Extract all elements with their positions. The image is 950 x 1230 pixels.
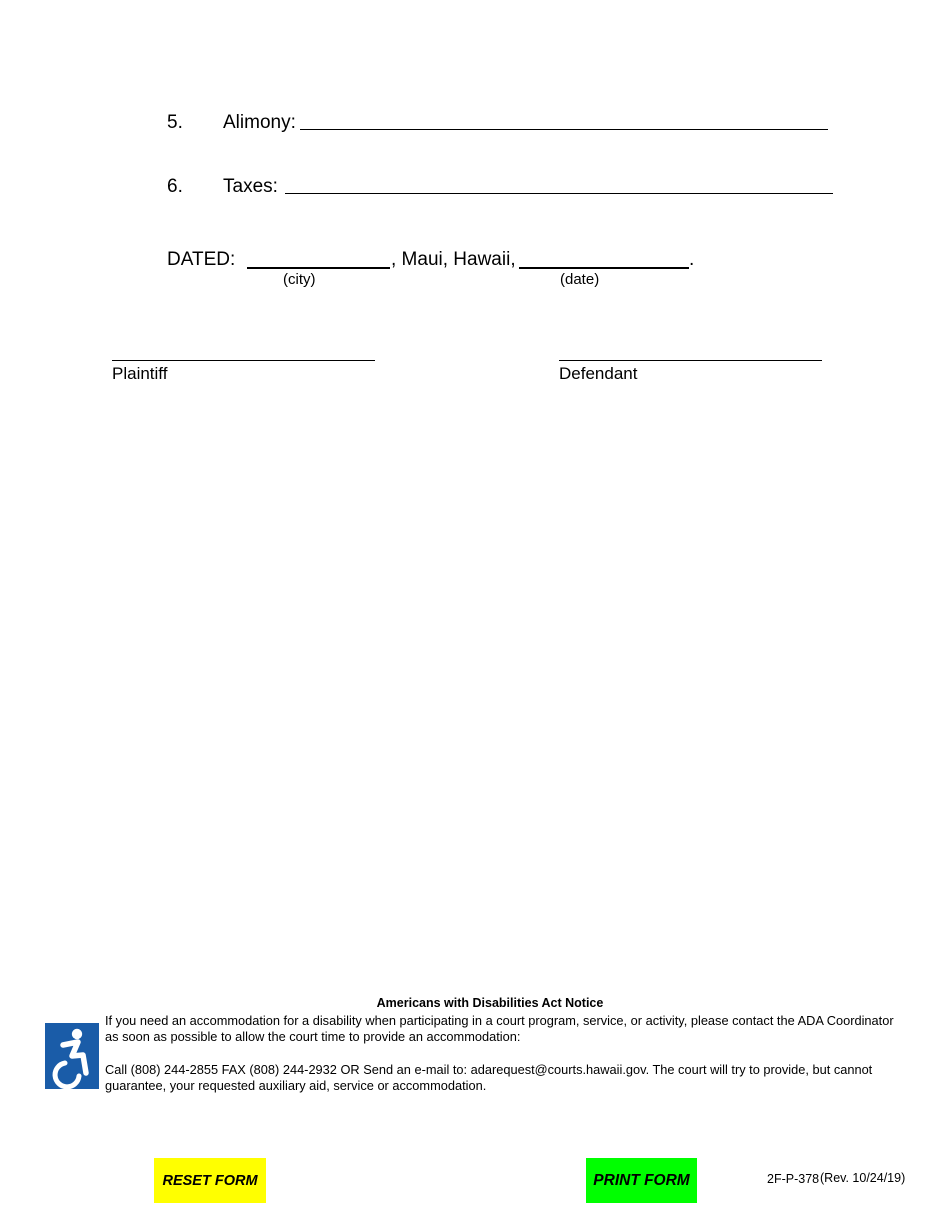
- ada-notice-line-3: Call (808) 244-2855 FAX (808) 244-2932 OR Send an e-mail to: adarequest@courts.hawaii.gov. The court will try to provide, but cannot: [105, 1062, 873, 1077]
- form-revision: (Rev. 10/24/19): [820, 1171, 906, 1185]
- alimony-field[interactable]: [300, 129, 828, 130]
- ada-notice-line-2: as soon as possible to allow the court time to provide an accommodation:: [105, 1029, 521, 1044]
- print-form-button[interactable]: PRINT FORM: [586, 1158, 697, 1203]
- reset-form-button[interactable]: RESET FORM: [154, 1158, 266, 1203]
- plaintiff-signature-line[interactable]: [112, 360, 375, 361]
- date-caption: (date): [560, 271, 600, 288]
- city-caption: (city): [283, 271, 316, 288]
- form-code: 2F-P-378: [767, 1172, 820, 1186]
- ada-notice-line-4: guarantee, your requested auxiliary aid, service or accommodation.: [105, 1078, 487, 1093]
- ada-notice-line-1: If you need an accommodation for a disability when participating in a court program, service, or activity, please contact the ADA Coordinator: [105, 1013, 894, 1028]
- dated-label: DATED:: [167, 249, 236, 270]
- taxes-field[interactable]: [285, 193, 833, 194]
- ada-notice-title: Americans with Disabilities Act Notice: [376, 996, 604, 1010]
- dated-period: .: [689, 249, 695, 270]
- item-5-label: Alimony:: [223, 112, 296, 133]
- city-field[interactable]: [247, 267, 390, 269]
- date-field[interactable]: [519, 267, 689, 269]
- defendant-signature-line[interactable]: [559, 360, 822, 361]
- accessibility-wheelchair-icon: [45, 1023, 99, 1089]
- defendant-label: Defendant: [559, 364, 638, 383]
- item-6-number: 6.: [167, 176, 183, 197]
- dated-location: , Maui, Hawaii,: [391, 249, 516, 270]
- plaintiff-label: Plaintiff: [112, 364, 168, 383]
- item-6-label: Taxes:: [223, 176, 278, 197]
- item-5-number: 5.: [167, 112, 183, 133]
